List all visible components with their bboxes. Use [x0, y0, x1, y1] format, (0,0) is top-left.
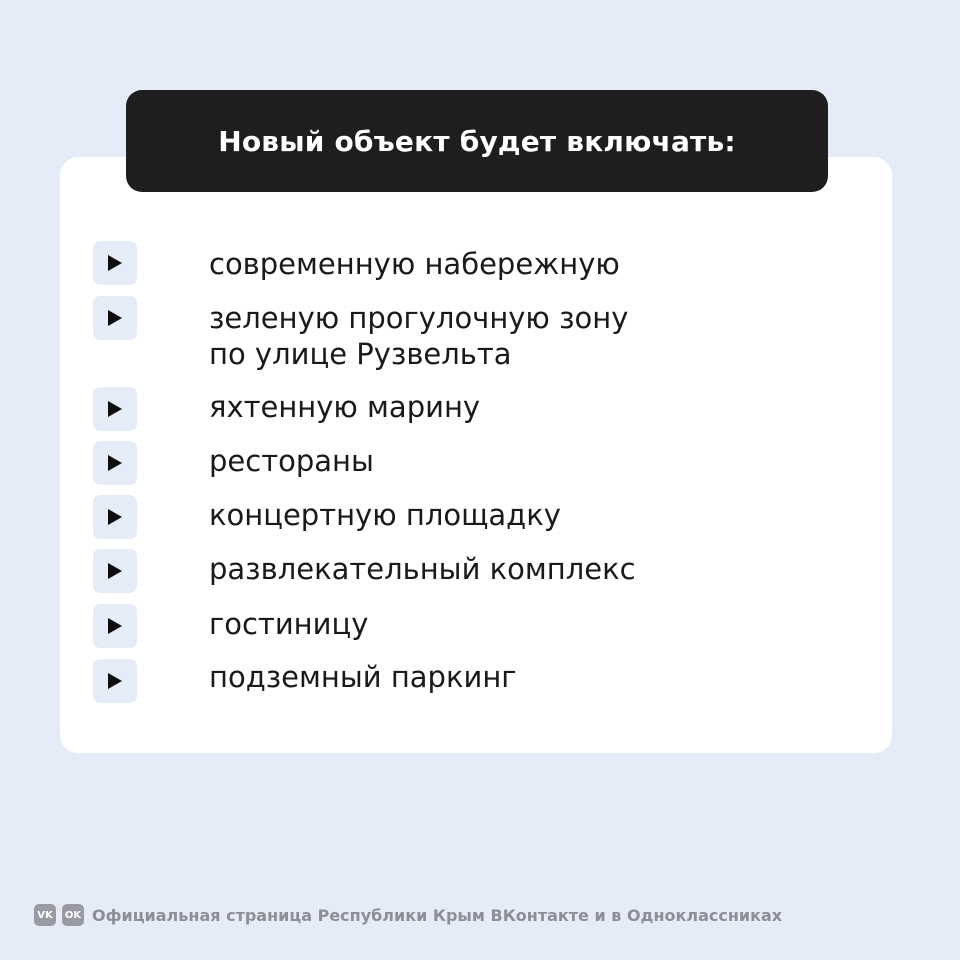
- play-triangle-icon: [93, 495, 137, 539]
- vk-logo-text: VK: [37, 909, 53, 921]
- list-item-label: подземный паркинг: [209, 660, 517, 694]
- list-item-label: зеленую прогулочную зону по улице Рузвельта: [209, 301, 629, 371]
- list-item-label: концертную площадку: [209, 498, 561, 532]
- ok-logo-icon: [62, 904, 84, 926]
- footer-caption: Официальная страница Республики Крым ВКонтакте и в Одноклассниках: [92, 905, 783, 925]
- ok-logo-text: OK: [64, 909, 82, 921]
- play-triangle-icon: [93, 549, 137, 593]
- list-item-label: гостиницу: [209, 607, 369, 641]
- play-triangle-icon: [93, 659, 137, 703]
- play-triangle-icon: [93, 441, 137, 485]
- list-item-label: яхтенную марину: [209, 390, 481, 424]
- header-banner: [126, 90, 828, 192]
- play-triangle-icon: [93, 387, 137, 431]
- page-title: Новый объект будет включать:: [218, 124, 736, 158]
- play-triangle-icon: [93, 604, 137, 648]
- footer: [34, 904, 782, 926]
- list-item-label: развлекательный комплекс: [209, 552, 636, 586]
- play-triangle-icon: [93, 241, 137, 285]
- list-item-label: современную набережную: [209, 247, 620, 281]
- play-triangle-icon: [93, 296, 137, 340]
- vk-logo-icon: [34, 904, 56, 926]
- list-item-label: рестораны: [209, 444, 374, 478]
